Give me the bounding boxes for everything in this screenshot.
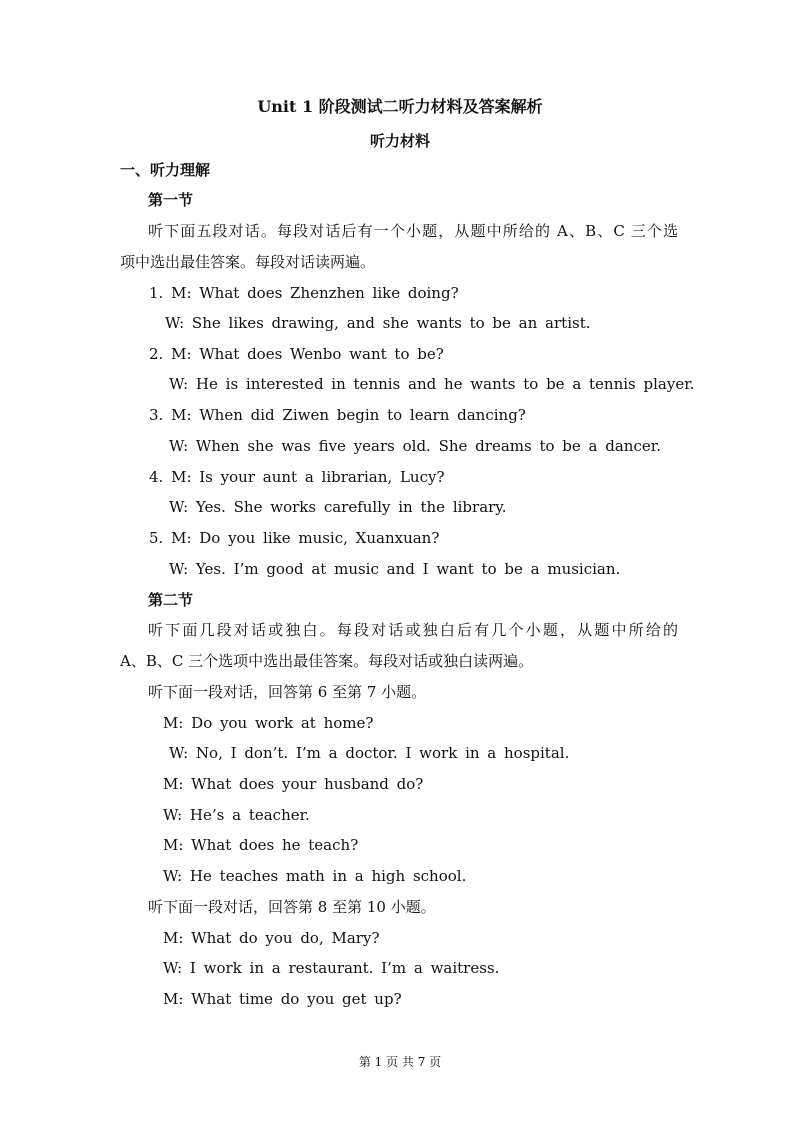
dialogue-3-m: 3. M: When did Ziwen begin to learn dancing?	[149, 406, 526, 424]
document-subtitle: 听力材料	[369, 132, 430, 150]
part2-instruction-line2: A、B、C 三个选项中选出最佳答案。每段对话或独白读两遍。	[120, 652, 534, 670]
dialogue-2-m: 2. M: What does Wenbo want to be?	[149, 345, 444, 363]
dialogue1-line: M: What does he teach?	[163, 836, 359, 854]
dialogue-4-w: W: Yes. She works carefully in the library.	[169, 498, 507, 516]
dialogue2-line: W: I work in a restaurant. I’m a waitress.	[163, 959, 500, 977]
part1-instruction-line2: 项中选出最佳答案。每段对话读两遍。	[120, 253, 376, 271]
dialogue1-line: W: He’s a teacher.	[163, 806, 310, 824]
page-footer: 第 1 页 共 7 页	[358, 1055, 442, 1069]
part2-heading: 第二节	[148, 591, 194, 609]
dialogue-5-w: W: Yes. I’m good at music and I want to be a musician.	[169, 560, 621, 578]
dialogue-3-w: W: When she was five years old. She dreams to be a dancer.	[169, 437, 662, 455]
dialogue-4-m: 4. M: Is your aunt a librarian, Lucy?	[149, 468, 445, 486]
dialogue1-line: M: Do you work at home?	[163, 714, 374, 732]
dialogue1-intro: 听下面一段对话，回答第 6 至第 7 小题。	[148, 683, 427, 701]
section-heading: 一、听力理解	[120, 161, 211, 179]
dialogue1-line: M: What does your husband do?	[163, 775, 424, 793]
dialogue-1-m: 1. M: What does Zhenzhen like doing?	[149, 284, 459, 302]
part1-heading: 第一节	[148, 191, 194, 209]
dialogue2-intro: 听下面一段对话，回答第 8 至第 10 小题。	[148, 898, 436, 916]
dialogue2-line: M: What time do you get up?	[163, 990, 402, 1008]
dialogue-5-m: 5. M: Do you like music, Xuanxuan?	[149, 529, 440, 547]
dialogue1-line: W: No, I don’t. I’m a doctor. I work in a hospital.	[169, 744, 570, 762]
dialogue-1-w: W: She likes drawing, and she wants to be an artist.	[165, 314, 591, 332]
part2-instruction-line1: 听下面几段对话或独白。每段对话或独白后有几个小题，从题中所给的	[148, 621, 678, 639]
document-title: Unit 1 阶段测试二听力材料及答案解析	[257, 97, 543, 116]
part1-instruction-line1: 听下面五段对话。每段对话后有一个小题，从题中所给的 A、B、C 三个选	[148, 222, 678, 240]
dialogue-2-w: W: He is interested in tennis and he wants to be a tennis player.	[169, 375, 695, 393]
dialogue2-line: M: What do you do, Mary?	[163, 929, 380, 947]
dialogue1-line: W: He teaches math in a high school.	[163, 867, 467, 885]
